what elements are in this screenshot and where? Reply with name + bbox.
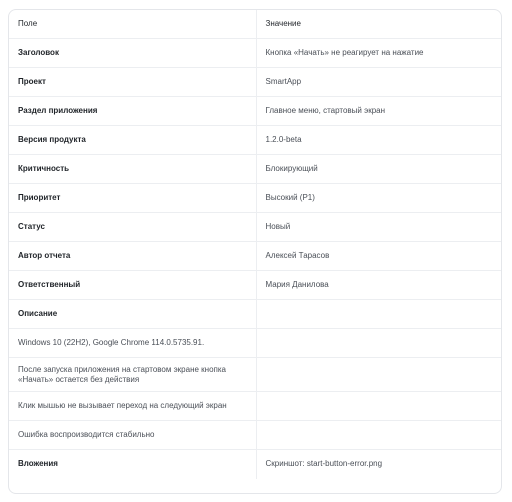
field-label-app-section: Раздел приложения xyxy=(9,97,256,126)
field-label-priority: Приоритет xyxy=(9,184,256,213)
field-value-assignee: Мария Данилова xyxy=(256,271,501,300)
field-label-status: Статус xyxy=(9,213,256,242)
field-value-severity: Блокирующий xyxy=(256,155,501,184)
column-header-value: Значение xyxy=(256,10,501,39)
field-label-assignee: Ответственный xyxy=(9,271,256,300)
field-value-title: Кнопка «Начать» не реагирует на нажатие xyxy=(256,39,501,68)
table-row-description xyxy=(9,300,501,329)
description-row-actual xyxy=(9,392,501,421)
field-label-description: Описание xyxy=(9,300,256,329)
table-row-version xyxy=(9,126,501,155)
table-header-row xyxy=(9,10,501,39)
field-value-version: 1.2.0-beta xyxy=(256,126,501,155)
description-empty-cell xyxy=(256,392,501,421)
field-label-version: Версия продукта xyxy=(9,126,256,155)
field-value-status: Новый xyxy=(256,213,501,242)
description-reproducibility: Ошибка воспроизводится стабильно xyxy=(9,421,256,450)
field-value-app-section: Главное меню, стартовый экран xyxy=(256,97,501,126)
column-header-field: Поле xyxy=(9,10,256,39)
field-label-project: Проект xyxy=(9,68,256,97)
table-row-severity xyxy=(9,155,501,184)
field-value-priority: Высокий (P1) xyxy=(256,184,501,213)
description-empty-cell xyxy=(256,329,501,358)
table-row-priority xyxy=(9,184,501,213)
description-empty-cell xyxy=(256,421,501,450)
bug-report-table xyxy=(9,10,501,479)
field-label-title: Заголовок xyxy=(9,39,256,68)
field-label-attachments: Вложения xyxy=(18,459,58,469)
table-row-reporter xyxy=(9,242,501,271)
table-row-project xyxy=(9,68,501,97)
description-environment: Windows 10 (22H2), Google Chrome 114.0.5735.91. xyxy=(9,329,256,358)
table-row-title xyxy=(9,39,501,68)
description-row-reproducibility xyxy=(9,421,501,450)
field-label-reporter: Автор отчета xyxy=(9,242,256,271)
table-row-status xyxy=(9,213,501,242)
field-value-attachments: Скриншот: start-button-error.png xyxy=(256,450,501,479)
description-empty-cell xyxy=(256,358,501,392)
description-row-environment xyxy=(9,329,501,358)
field-value-description xyxy=(256,300,501,329)
table-row-app-section xyxy=(9,97,501,126)
table-row-assignee xyxy=(9,271,501,300)
field-value-reporter: Алексей Тарасов xyxy=(256,242,501,271)
description-steps: После запуска приложения на стартовом экране кнопка «Начать» остается без действия xyxy=(9,358,256,392)
description-actual-result: Клик мышью не вызывает переход на следующий экран xyxy=(9,392,256,421)
table-row-attachments xyxy=(9,450,501,479)
description-row-steps xyxy=(9,358,501,392)
field-label-severity: Критичность xyxy=(9,155,256,184)
field-value-project: SmartApp xyxy=(256,68,501,97)
bug-report-table-card xyxy=(8,9,502,494)
